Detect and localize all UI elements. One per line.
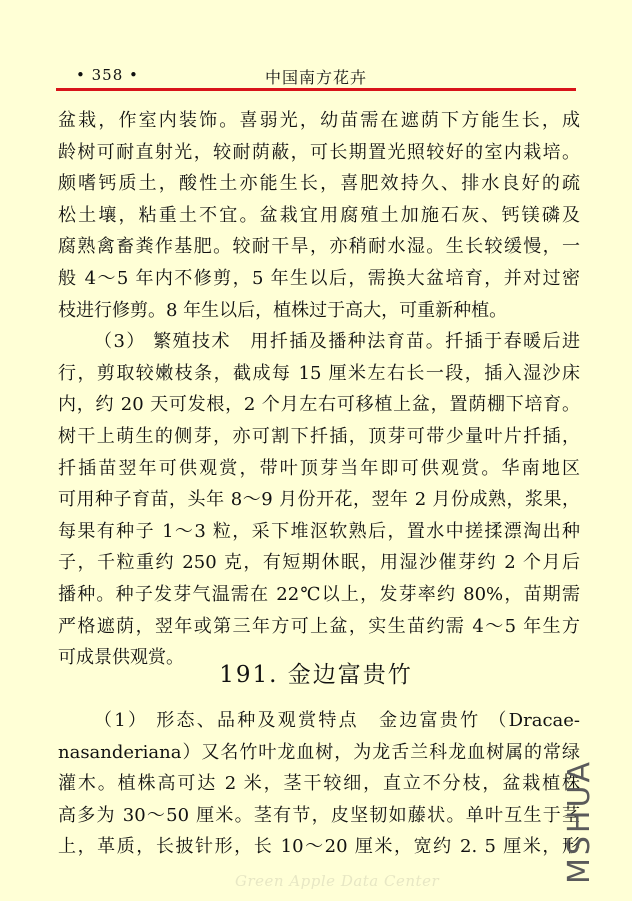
- body-text-upper: [58, 105, 580, 674]
- text-line: 播种。种子发芽气温需在 22℃以上，发芽率约 80%，苗期需: [58, 583, 580, 605]
- running-title: 中国南方花卉: [264, 68, 367, 87]
- watermark-text: Green Apple Data Center: [235, 872, 440, 890]
- page-number: • 358 •: [76, 66, 139, 84]
- text-line: 可用种子育苗，头年 8～9 月份开花，翌年 2 月份成熟，浆果，: [58, 489, 580, 511]
- section-heading: 191. 金边富贵竹: [219, 662, 413, 688]
- text-line: 盆栽，作室内装饰。喜弱光，幼苗需在遮荫下方能生长，成: [58, 110, 580, 131]
- paragraph-1: [58, 105, 580, 326]
- text-line: 可成景供观赏。: [58, 647, 184, 669]
- text-line: nasanderiana）又名竹叶龙血树，为龙舌兰科龙血树属的常绿: [58, 741, 580, 763]
- text-line: 颇嗜钙质土，酸性土亦能生长，喜肥效持久、排水良好的疏: [58, 173, 580, 195]
- text-line: 扦插苗翌年可供观赏，带叶顶芽当年即可供观赏。华南地区: [58, 457, 580, 479]
- text-line: 龄树可耐直射光，较耐荫蔽，可长期置光照较好的室内栽培。: [58, 141, 580, 163]
- text-line: 腐熟禽畜粪作基肥。较耐干旱，亦稍耐水湿。生长较缓慢，一: [58, 236, 580, 258]
- header-rule: [56, 88, 576, 91]
- text-line: 每果有种子 1～3 粒，采下堆沤软熟后，置水中搓揉漂淘出种: [58, 520, 580, 542]
- page-header: [56, 62, 576, 88]
- text-line: 严格遮荫，翌年或第三年方可上盆，实生苗约需 4～5 年生方: [58, 615, 580, 637]
- side-watermark: MSHUA: [562, 759, 597, 884]
- body-text-lower: [58, 705, 580, 863]
- text-line: 子，千粒重约 250 克，有短期休眠，用湿沙催芽约 2 个月后: [58, 552, 580, 574]
- text-line: （3） 繁殖技术 用扦插及播种法育苗。扦插于春暖后进: [94, 331, 580, 353]
- text-line: 行，剪取较嫩枝条，截成每 15 厘米左右长一段，插入湿沙床: [58, 362, 580, 384]
- text-line: 高多为 30～50 厘米。茎有节，皮坚韧如藤状。单叶互生于茎: [58, 804, 580, 826]
- text-line: 松土壤，粘重土不宜。盆栽宜用腐殖土加施石灰、钙镁磷及: [58, 204, 580, 226]
- text-line: 般 4～5 年内不修剪，5 年生以后，需换大盆培育，并对过密: [58, 267, 580, 289]
- text-line: 灌木。植株高可达 2 米，茎干较细，直立不分枝，盆栽植株: [58, 773, 580, 795]
- paragraph-3: [58, 705, 580, 863]
- text-line: 上，革质，长披针形，长 10～20 厘米，宽约 2. 5 厘米，形: [58, 836, 580, 858]
- text-line: （1） 形态、品种及观赏特点 金边富贵竹 （Dracae-: [94, 710, 580, 731]
- text-line: 内，约 20 天可发根，2 个月左右可移植上盆，置荫棚下培育。: [58, 394, 580, 416]
- text-line: 枝进行修剪。8 年生以后，植株过于高大，可重新种植。: [58, 299, 508, 321]
- text-line: 树干上萌生的侧芽，亦可割下扦插，顶芽可带少量叶片扦插，: [58, 425, 580, 447]
- paragraph-2: [58, 326, 580, 674]
